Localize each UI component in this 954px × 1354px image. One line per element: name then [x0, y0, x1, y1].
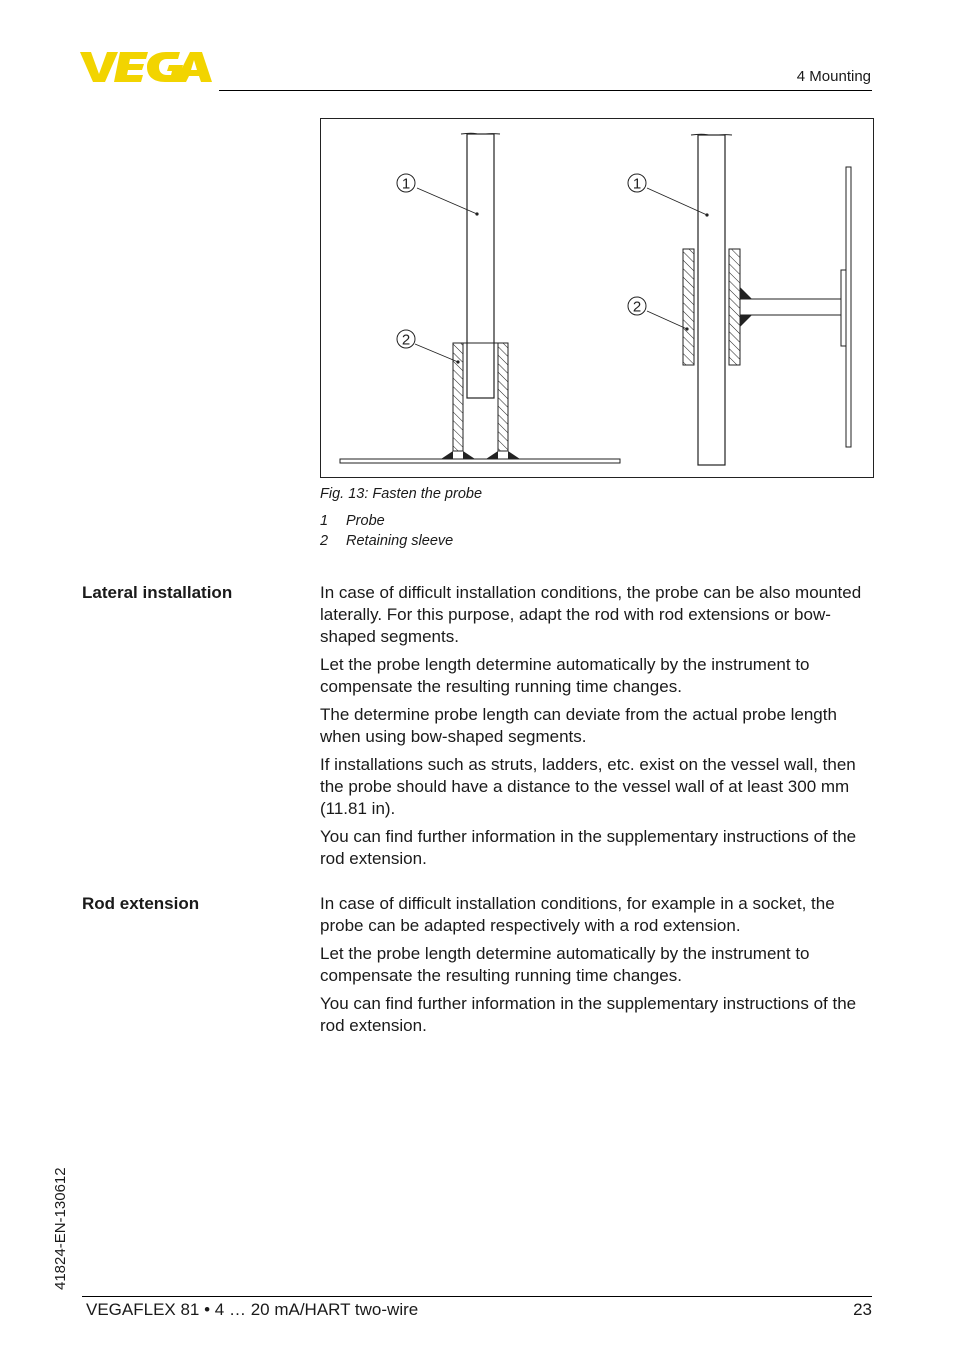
vega-logo: [80, 50, 212, 84]
paragraph: You can find further information in the supplementary instructions of the rod extension.: [320, 827, 857, 868]
right-probe-drawing: [683, 134, 851, 465]
section-title-rod-extension: Rod extension: [82, 894, 200, 913]
paragraph: Let the probe length determine automatically by the instrument to compensate the resulting running time changes.: [320, 655, 810, 696]
header-divider: [219, 90, 872, 91]
callout-marker-1-right: [628, 174, 646, 193]
paragraph: The determine probe length can deviate from the actual probe length when using bow-shaped segments.: [320, 705, 837, 746]
legend-label: Retaining sleeve: [346, 533, 454, 549]
section-title-lateral-installation: Lateral installation: [82, 583, 233, 602]
probe-mounting-figure: [320, 118, 874, 478]
callout-marker-2-right: [628, 297, 646, 316]
page-number: 23: [853, 1300, 872, 1319]
legend-number: 2: [320, 533, 329, 549]
paragraph: In case of difficult installation conditions, for example in a socket, the probe can be adapted respectively with a rod extension.: [320, 894, 835, 935]
section-label: 4 Mounting: [796, 68, 871, 85]
svg-text:2: 2: [401, 331, 411, 349]
paragraph: In case of difficult installation conditions, the probe can be also mounted laterally. For this purpose, adapt the rod with rod extensions or bow-shaped segments.: [320, 583, 862, 646]
paragraph: You can find further information in the supplementary instructions of the rod extension.: [320, 994, 857, 1035]
footer-product: VEGAFLEX 81 • 4 … 20 mA/HART two-wire: [86, 1300, 419, 1319]
legend-number: 1: [320, 513, 329, 529]
section-body-lateral-installation: [320, 582, 876, 876]
legend-item: [320, 511, 453, 531]
svg-text:1: 1: [401, 175, 411, 193]
figure-caption: Fig. 13: Fasten the probe: [320, 486, 483, 502]
svg-text:2: 2: [632, 298, 642, 316]
paragraph: If installations such as struts, ladders, etc. exist on the vessel wall, then the probe should have a distance to the vessel wall of at least 300 mm (11.81 in).: [320, 755, 856, 818]
legend-item: [320, 531, 453, 551]
callout-marker-2-left: [397, 330, 415, 349]
paragraph: Let the probe length determine automatically by the instrument to compensate the resulting running time changes.: [320, 944, 810, 985]
svg-text:1: 1: [632, 175, 642, 193]
legend-label: Probe: [346, 513, 385, 529]
figure-legend: [320, 511, 453, 551]
section-body-rod-extension: [320, 893, 876, 1043]
document-id: 41824-EN-130612: [52, 1167, 69, 1290]
left-probe-drawing: [340, 133, 620, 463]
callout-marker-1-left: [397, 174, 415, 193]
footer-divider: [82, 1296, 872, 1297]
